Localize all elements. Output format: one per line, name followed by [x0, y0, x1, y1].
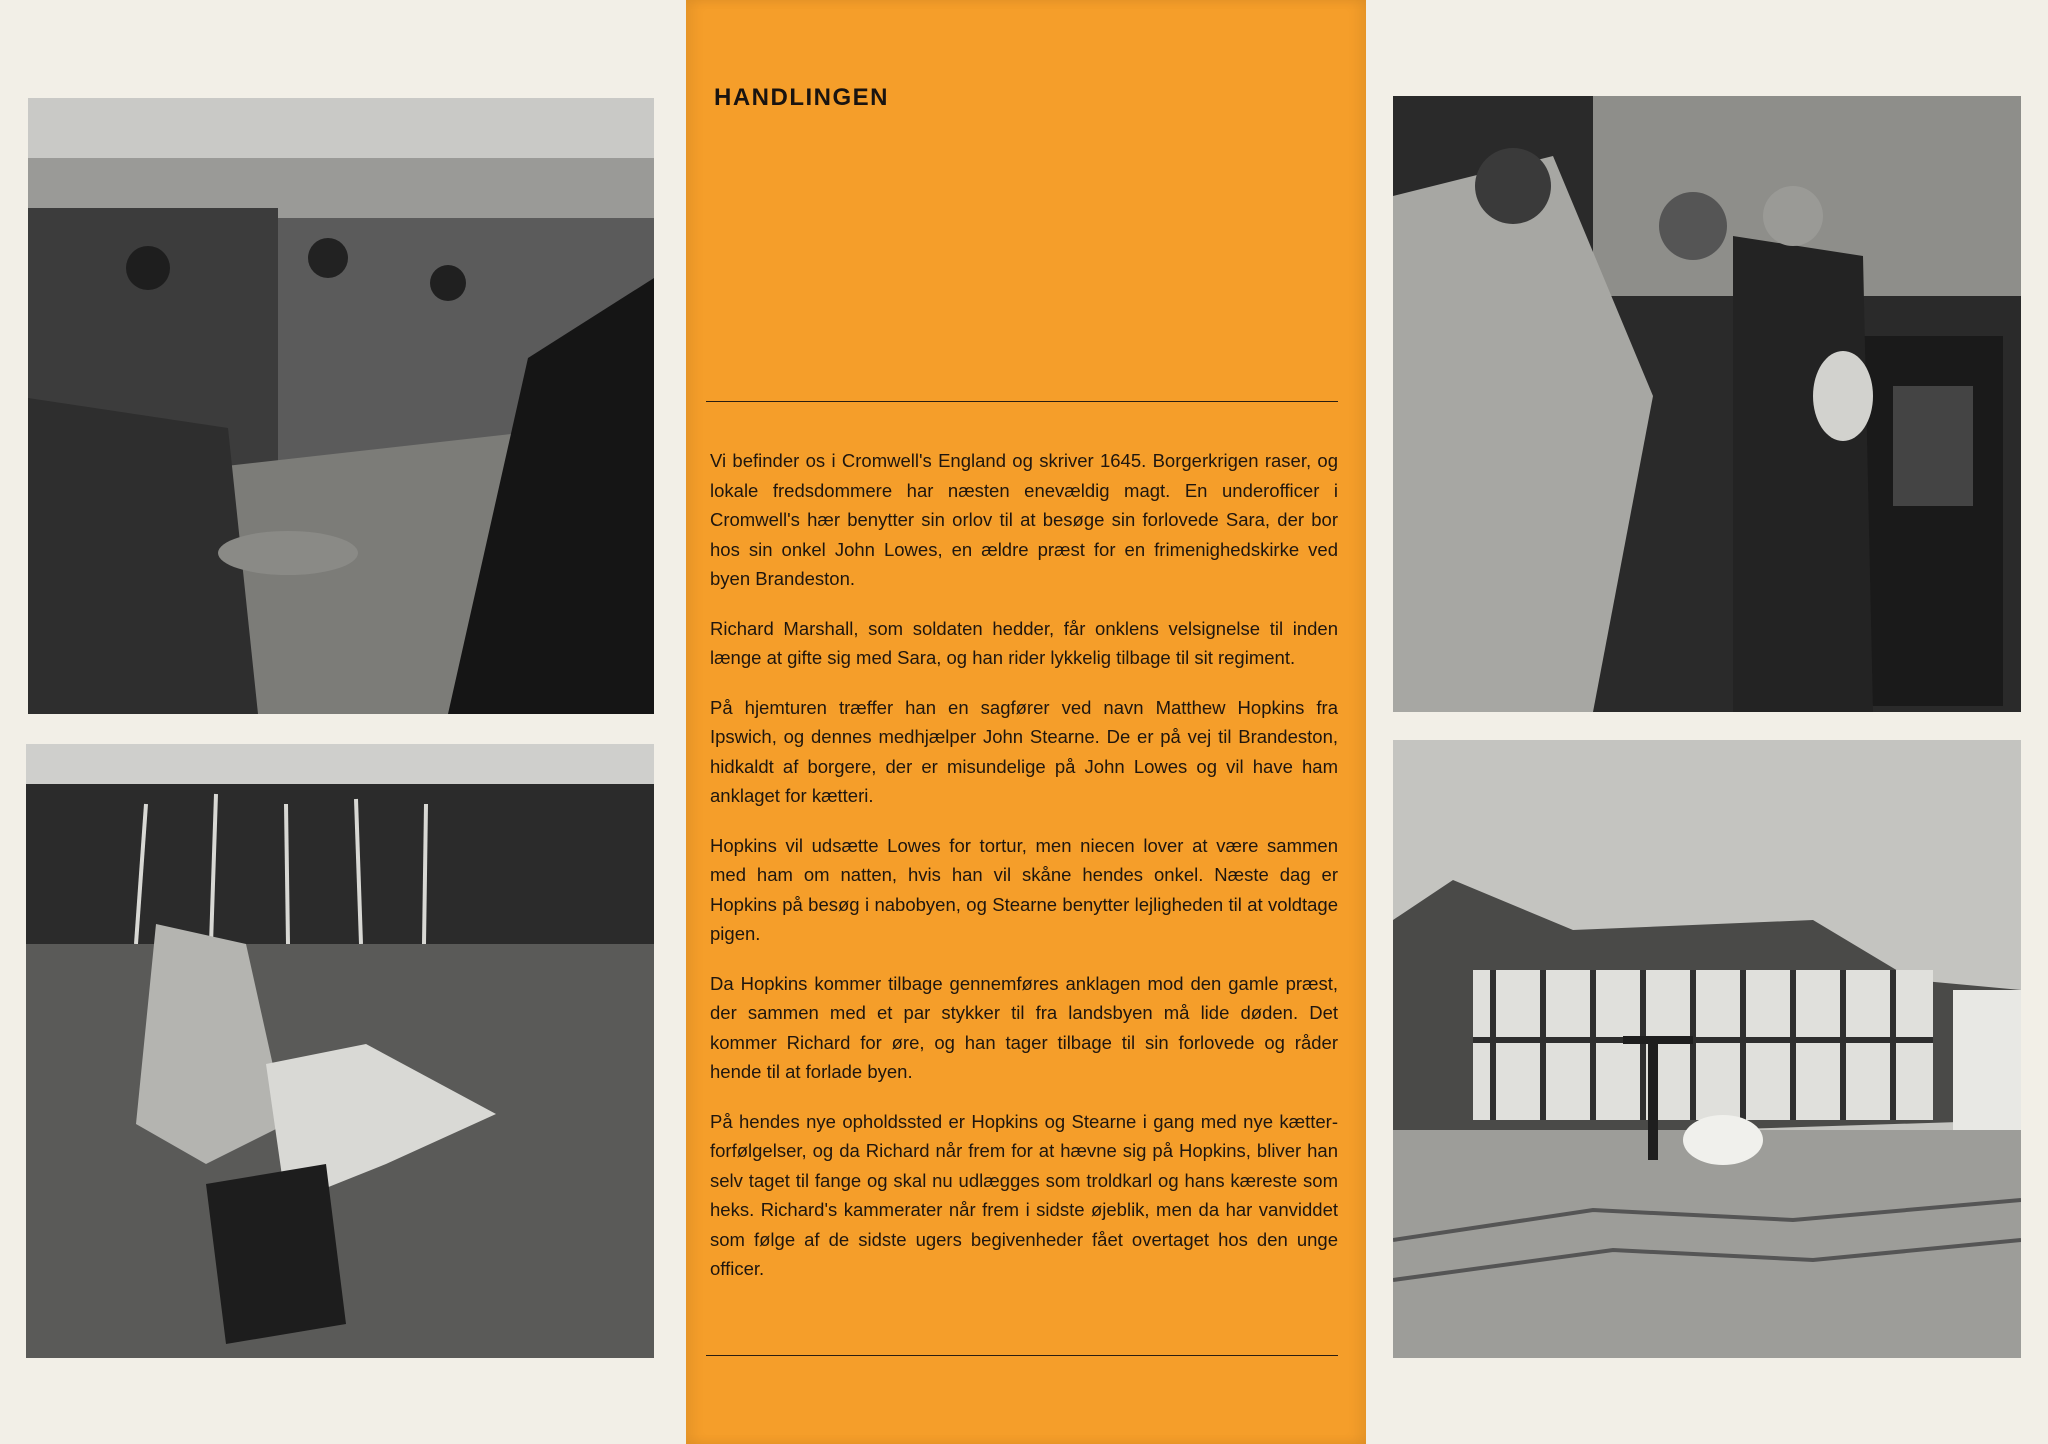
photo-village-square [1393, 740, 2021, 1358]
paragraph: På hendes nye opholdssted er Hopkins og Stearne i gang med nye kætter-forfølgelser, og da Richard når frem for at hævne sig på Hopkins, bliver han selv taget til fange og skal nu udlægges som troldkarl og hans kæreste som heks. Richard's kammerater når frem i sidste øjeblik, men da har vanviddet som følge af de sidste ugers begivenheder fået overtaget hos den unge officer. [710, 1110, 1338, 1279]
paragraph: Vi befinder os i Cromwell's England og skriver 1645. Borgerkrigen raser, og lokale fredsdommere har næsten enevældig magt. En underofficer i Cromwell's hær benytter sin orlov til at besøge sin forlovede Sara, der bor hos sin onkel John Lowes, en ældre præst for en frimenighedskirke ved byen Brandeston. [710, 450, 1338, 589]
paragraph: På hjemturen træffer han en sagfører ved navn Matthew Hopkins fra Ipswich, og dennes medhjælper John Stearne. De er på vej til Brandeston, hidkaldt af borgere, der er misundelige på John Lowes og vil have ham anklaget for kætteri. [710, 696, 1338, 806]
paragraph: Hopkins vil udsætte Lowes for tortur, men niecen lover at være sammen med ham om natten, hvis han vil skåne hendes onkel. Næste dag er Hopkins på besøg i nabobyen, og Stearne benytter lejligheden til at voldtage pigen. [710, 834, 1338, 944]
synopsis-text [710, 446, 1338, 1304]
paragraph: Da Hopkins kommer tilbage gennemføres anklagen mod den gamle præst, der sammen med et par stykker til fra landsbyen må lide døden. Det kommer Richard for øre, og han tager tilbage til sin forlovede og råder hende til at forlade byen. [710, 972, 1338, 1082]
photo-crowd-scene [28, 98, 654, 714]
page-heading: HANDLINGEN [714, 84, 889, 111]
photo-sword-fight [26, 744, 654, 1358]
paragraph: Richard Marshall, som soldaten hedder, får onklens velsignelse til inden længe at gifte sig med Sara, og han rider lykkelig tilbage til sit regiment. [710, 617, 1338, 668]
photo-interior-struggle [1393, 96, 2021, 712]
bottom-divider [706, 1355, 1338, 1356]
top-divider [706, 401, 1338, 402]
